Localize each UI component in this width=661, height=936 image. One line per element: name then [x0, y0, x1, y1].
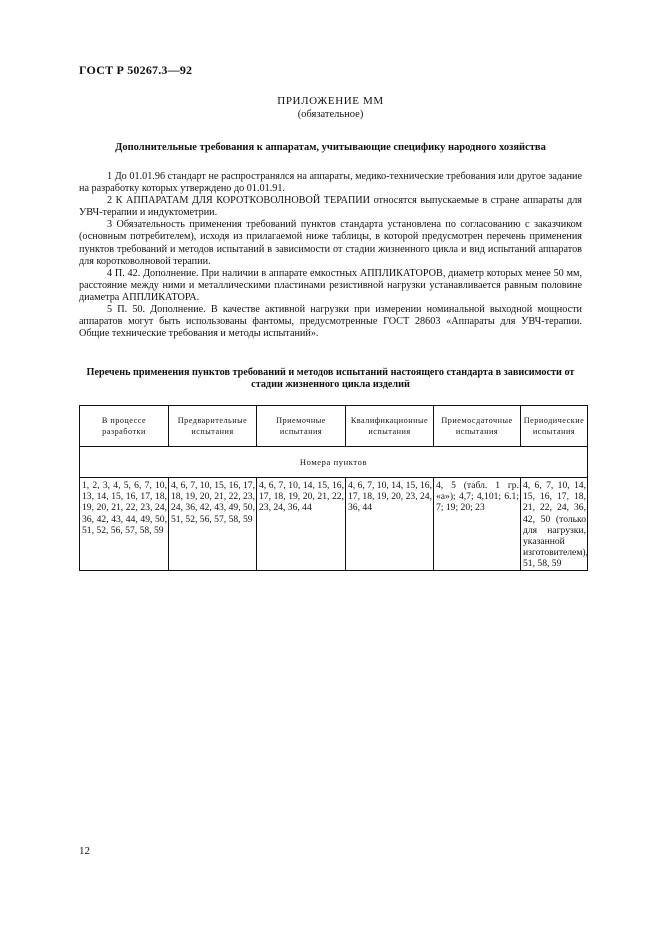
table-cell: 1, 2, 3, 4, 5, 6, 7, 10, 13, 14, 15, 16, 17, 18, 19, 20, 21, 22, 23, 24, 36, 42, 43, 44, 49, 50, 51, 52, 56, 57, 58, 59 — [80, 478, 169, 571]
paragraph: 5 П. 50. Дополнение. В качестве активной нагрузки при измерении номинальной выходной мощности аппаратов могут быть использованы фантомы, предусмотренные ГОСТ 28603 «Аппараты для УВЧ-терапии. Общие технические требования и методы испытаний». — [79, 304, 582, 340]
header-cell-delivery: Приемосдаточные испытания — [434, 406, 521, 447]
table-row — [80, 478, 588, 571]
header-cell-development: В процессе разработки — [80, 406, 169, 447]
test-stages-table — [79, 405, 587, 571]
annex-heading — [79, 95, 582, 121]
table-cell: 4, 6, 7, 10, 14, 15, 16, 17, 18, 21, 22, 24, 36, 42, 50 (только для нагрузки, указанной изготовителем), 51, 58, 59 — [521, 478, 588, 571]
header-cell-periodic: Периодические испытания — [521, 406, 588, 447]
header-cell-acceptance: Приемочные испытания — [257, 406, 346, 447]
table-header-row — [80, 406, 588, 447]
paragraph: 2 К АППАРАТАМ ДЛЯ КОРОТКОВОЛНОВОЙ ТЕРАПИИ относятся выпускаемые в стране аппараты для УВЧ-терапии и индуктометрии. — [79, 195, 582, 219]
table-cell: 4, 6, 7, 10, 14, 15, 16, 17, 18, 19, 20, 21, 22, 23, 24, 36, 44 — [257, 478, 346, 571]
paragraph: 4 П. 42. Дополнение. При наличии в аппарате емкостных АППЛИКАТОРОВ, диаметр которых менее 50 мм, расстояние между ними и металлическими пластинами резистивной нагрузки устанавливается равным половине диаметра АППЛИКАТОРА. — [79, 267, 582, 303]
annex-subtitle: (обязательное) — [297, 109, 364, 120]
annex-title: ПРИЛОЖЕНИЕ ММ — [277, 95, 384, 107]
table-cell: 4, 6, 7, 10, 14, 15, 16, 17, 18, 19, 20, 23, 24, 36, 44 — [346, 478, 434, 571]
table-title: Перечень применения пунктов требований и методов испытаний настоящего стандарта в зависимости от стадии жизненного цикла изделий — [86, 367, 575, 390]
header-cell-preliminary: Предварительные испытания — [169, 406, 257, 447]
body-text — [79, 171, 582, 340]
page-number: 12 — [79, 845, 90, 857]
paragraph: 1 До 01.01.96 стандарт не распространялся на аппараты, медико-технические требования или другое задание на разработку которых утверждено до 01.01.91. — [79, 171, 582, 195]
paragraph: 3 Обязательность применения требований пунктов стандарта установлена по согласованию с заказчиком (основным потребителем), исходя из прилагаемой ниже таблицы, в которой предусмотрен перечень применения пунктов требований и методов испытаний в зависимости от стадии жизненного цикла и вид испытаний аппаратов для коротковолновой терапии. — [79, 219, 582, 267]
section-title: Дополнительные требования к аппаратам, учитывающие специфику народного хозяйства — [115, 142, 546, 153]
header-cell-qualification: Квалификационные испытания — [346, 406, 434, 447]
table-span-row — [80, 447, 588, 478]
table-cell: 4, 5 (табл. 1 гр. «а»); 4,7; 4,101; 6.1; 7; 19; 20; 23 — [434, 478, 521, 571]
document-id: ГОСТ Р 50267.3—92 — [79, 63, 193, 77]
stages-table — [79, 405, 588, 571]
table-cell: 4, 6, 7, 10, 15, 16, 17, 18, 19, 20, 21, 22, 23, 24, 36, 42, 43, 49, 50, 51, 52, 56, 57, 58, 59 — [169, 478, 257, 571]
clause-numbers-label: Номера пунктов — [80, 447, 588, 478]
